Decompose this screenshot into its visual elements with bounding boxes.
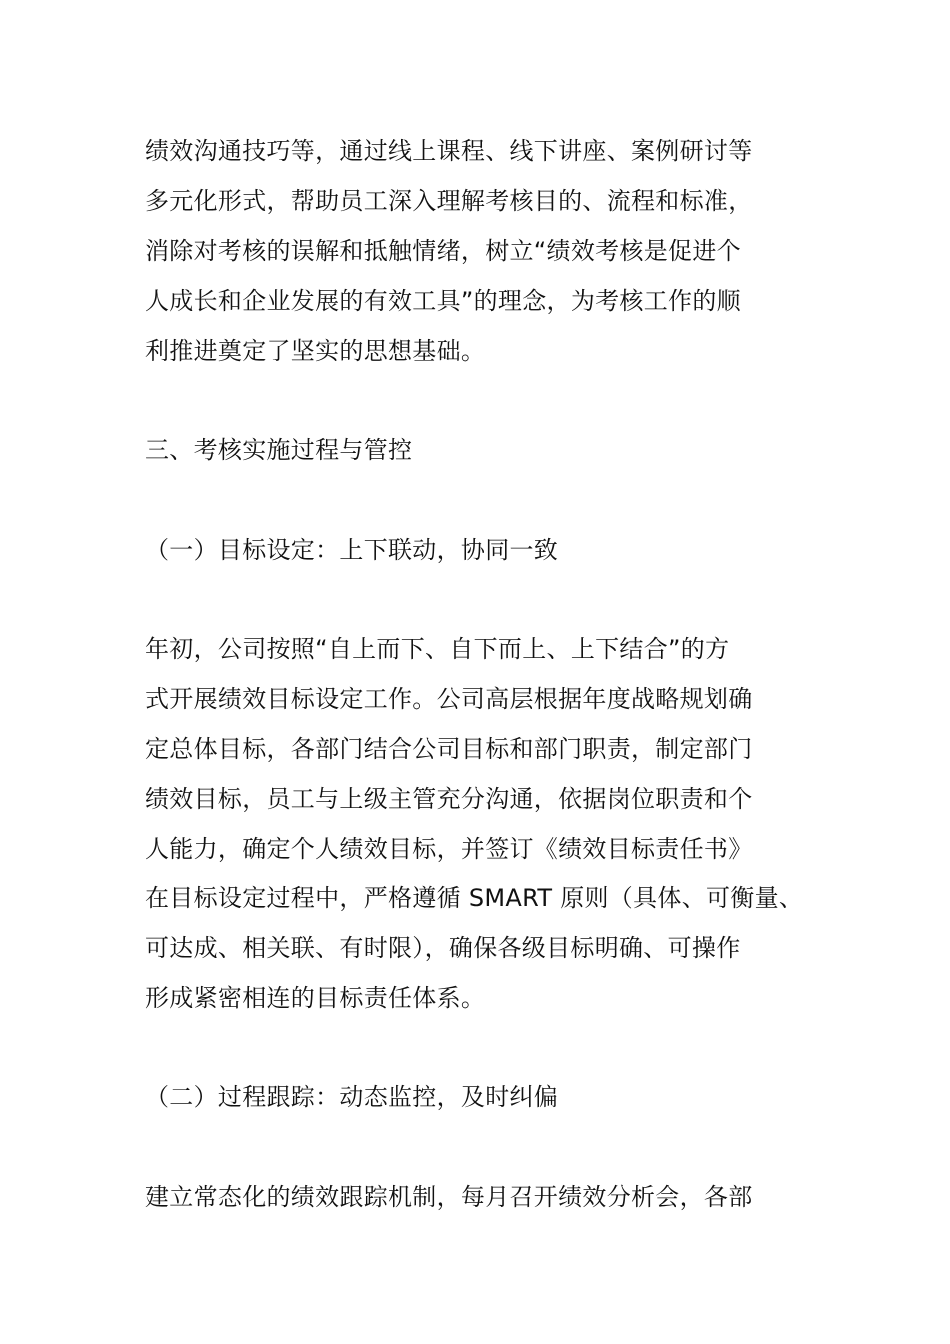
subheading: （一）目标设定：上下联动，协同一致 [145,536,559,564]
paragraph-line: 消除对考核的误解和抵触情绪，树立“绩效考核是促进个 [145,237,741,265]
paragraph-line: 人能力，确定个人绩效目标，并签订《绩效目标责任书》 [145,835,753,863]
paragraph-line: 年初，公司按照“自上而下、自下而上、上下结合”的方 [145,635,730,663]
subheading: （二）过程跟踪：动态监控，及时纠偏 [145,1083,559,1111]
paragraph-line: 绩效沟通技巧等，通过线上课程、线下讲座、案例研讨等 [145,137,753,165]
paragraph-line: 利推进奠定了坚实的思想基础。 [145,337,486,365]
paragraph-line: 式开展绩效目标设定工作。公司高层根据年度战略规划确 [145,685,753,713]
section-heading: 三、考核实施过程与管控 [145,436,413,464]
paragraph-line: 多元化形式，帮助员工深入理解考核目的、流程和标准， [145,187,753,215]
paragraph-line: 可达成、相关联、有时限），确保各级目标明确、可操作 [145,934,741,962]
paragraph-line: 形成紧密相连的目标责任体系。 [145,984,486,1012]
paragraph-line: 人成长和企业发展的有效工具”的理念，为考核工作的顺 [145,287,741,315]
paragraph-line: 建立常态化的绩效跟踪机制，每月召开绩效分析会，各部 [145,1183,753,1211]
paragraph-line: 绩效目标，员工与上级主管充分沟通，依据岗位职责和个 [145,785,753,813]
paragraph-line: 在目标设定过程中，严格遵循 SMART 原则（具体、可衡量、 [145,884,804,912]
paragraph-line: 定总体目标，各部门结合公司目标和部门职责，制定部门 [145,735,753,763]
